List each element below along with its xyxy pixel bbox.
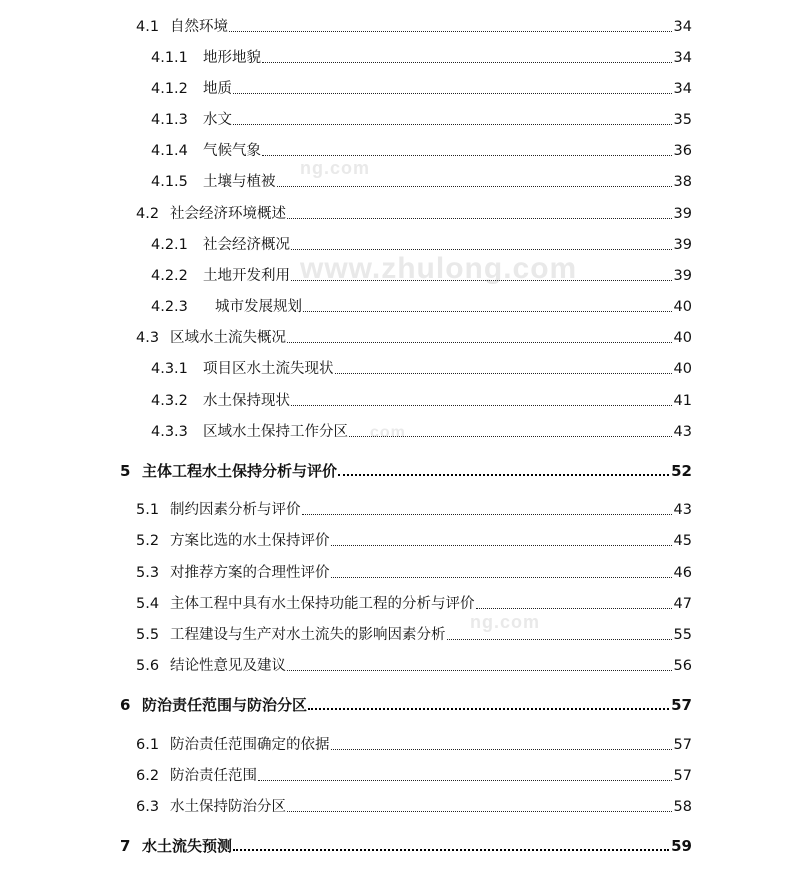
toc-entry[interactable] xyxy=(136,327,692,347)
toc-leader-dots xyxy=(233,124,672,125)
toc-entry[interactable] xyxy=(151,265,692,285)
toc-entry-page: 40 xyxy=(673,361,692,377)
toc-entry[interactable] xyxy=(151,171,692,191)
toc-leader-dots xyxy=(229,31,672,32)
toc-leader-dots xyxy=(287,218,672,219)
toc-entry-title: 方案比选的水土保持评价 xyxy=(170,533,330,549)
toc-leader-dots xyxy=(331,749,672,750)
toc-leader-dots xyxy=(277,186,672,187)
toc-leader-dots xyxy=(308,708,669,710)
toc-entry-page: 57 xyxy=(673,737,692,753)
toc-entry-number: 4.3.1 xyxy=(151,361,188,377)
toc-entry-number: 4.2.3 xyxy=(151,299,188,315)
toc-leader-dots xyxy=(349,436,672,437)
toc-entry-number: 4.1.4 xyxy=(151,143,188,159)
toc-entry-page: 35 xyxy=(673,112,692,128)
toc-entry-title: 地质 xyxy=(203,81,232,97)
toc-entry-title: 水土保持现状 xyxy=(203,393,290,409)
toc-entry[interactable] xyxy=(136,499,692,519)
toc-entry-page: 52 xyxy=(671,462,692,480)
toc-entry-title: 主体工程水土保持分析与评价 xyxy=(142,462,338,480)
toc-entry-number: 4.3.3 xyxy=(151,424,188,440)
toc-entry-title: 区域水土流失概况 xyxy=(170,330,286,346)
toc-entry-title: 区域水土保持工作分区 xyxy=(203,424,348,440)
toc-entry[interactable] xyxy=(151,140,692,160)
toc-leader-dots xyxy=(262,155,672,156)
toc-entry-title: 城市发展规划 xyxy=(215,299,302,315)
toc-entry-number: 6.2 xyxy=(136,768,160,784)
toc-entry[interactable] xyxy=(151,234,692,254)
toc-entry-title: 防治责任范围 xyxy=(170,768,257,784)
toc-entry[interactable] xyxy=(151,358,692,378)
toc-leader-dots xyxy=(331,545,672,546)
toc-entry-number: 4.1.2 xyxy=(151,81,188,97)
toc-entry-number: 7 xyxy=(120,837,131,855)
toc-entry-page: 38 xyxy=(673,174,692,190)
toc-entry[interactable] xyxy=(136,734,692,754)
toc-leader-dots xyxy=(291,280,672,281)
watermark: ng.com xyxy=(470,612,541,632)
toc-entry-title: 土地开发利用 xyxy=(203,268,290,284)
toc-entry-title: 结论性意见及建议 xyxy=(170,658,286,674)
toc-entry-page: 57 xyxy=(671,696,692,714)
toc-entry-number: 5.5 xyxy=(136,627,160,643)
watermark: www.zhulong.com xyxy=(300,252,578,285)
toc-entry-number: 4.1.3 xyxy=(151,112,188,128)
toc-entry-title: 防治责任范围确定的依据 xyxy=(170,737,330,753)
watermark: com xyxy=(370,424,406,441)
toc-leader-dots xyxy=(291,249,672,250)
toc-entry-page: 43 xyxy=(673,424,692,440)
toc-entry-number: 4.2 xyxy=(136,206,160,222)
toc-entry-number: 5.3 xyxy=(136,565,160,581)
toc-entry-page: 40 xyxy=(673,299,692,315)
toc-leader-dots xyxy=(302,514,672,515)
toc-entry-page: 39 xyxy=(673,237,692,253)
toc-entry-page: 34 xyxy=(673,19,692,35)
toc-entry-number: 4.2.2 xyxy=(151,268,188,284)
toc-entry-number: 5.1 xyxy=(136,502,160,518)
toc-entry[interactable] xyxy=(151,78,692,98)
toc-entry[interactable] xyxy=(136,624,692,644)
toc-entry-number: 5.4 xyxy=(136,596,160,612)
toc-leader-dots xyxy=(291,405,672,406)
toc-entry-number: 5.6 xyxy=(136,658,160,674)
toc-entry[interactable] xyxy=(136,530,692,550)
watermark: ng.com xyxy=(300,158,371,178)
toc-entry[interactable] xyxy=(136,655,692,675)
toc-entry-page: 47 xyxy=(673,596,692,612)
toc-entry-title: 地形地貌 xyxy=(203,50,261,66)
toc-entry-number: 6 xyxy=(120,696,131,714)
toc-entry[interactable] xyxy=(151,109,692,129)
toc-entry-title: 制约因素分析与评价 xyxy=(170,502,301,518)
toc-leader-dots xyxy=(258,780,672,781)
toc-entry-number: 5 xyxy=(120,462,131,480)
toc-leader-dots xyxy=(262,62,672,63)
toc-leader-dots xyxy=(335,373,672,374)
toc-entry-page: 41 xyxy=(673,393,692,409)
toc-entry-page: 39 xyxy=(673,206,692,222)
toc-entry-page: 45 xyxy=(673,533,692,549)
toc-entry-page: 36 xyxy=(673,143,692,159)
toc-entry-number: 4.1 xyxy=(136,19,160,35)
toc-entry-title: 土壤与植被 xyxy=(203,174,276,190)
toc-entry[interactable] xyxy=(136,203,692,223)
toc-entry-title: 项目区水土流失现状 xyxy=(203,361,334,377)
toc-entry-title: 社会经济环境概述 xyxy=(170,206,286,222)
toc-entry[interactable] xyxy=(136,562,692,582)
toc-entry-page: 58 xyxy=(673,799,692,815)
toc-entry-title: 水土保持防治分区 xyxy=(170,799,286,815)
toc-leader-dots xyxy=(233,93,672,94)
toc-entry-title: 水文 xyxy=(203,112,232,128)
toc-entry-page: 39 xyxy=(673,268,692,284)
toc-leader-dots xyxy=(331,577,672,578)
toc-entry-page: 34 xyxy=(673,81,692,97)
toc-entry[interactable] xyxy=(151,421,692,441)
toc-chapter[interactable] xyxy=(120,460,692,480)
toc-entry-number: 4.1.1 xyxy=(151,50,188,66)
toc-leader-dots xyxy=(476,608,672,609)
toc-entry-number: 4.3.2 xyxy=(151,393,188,409)
toc-entry-page: 59 xyxy=(671,837,692,855)
toc-entry-number: 4.3 xyxy=(136,330,160,346)
toc-entry-title: 对推荐方案的合理性评价 xyxy=(170,565,330,581)
toc-chapter[interactable] xyxy=(120,835,692,855)
toc-entry-title: 防治责任范围与防治分区 xyxy=(142,696,308,714)
toc-leader-dots xyxy=(287,342,672,343)
toc-leader-dots xyxy=(287,811,672,812)
toc-leader-dots xyxy=(338,474,669,476)
toc-entry-title: 社会经济概况 xyxy=(203,237,290,253)
toc-entry-title: 自然环境 xyxy=(170,19,228,35)
toc-entry-page: 34 xyxy=(673,50,692,66)
toc-entry-title: 水土流失预测 xyxy=(142,837,233,855)
toc-entry[interactable] xyxy=(136,796,692,816)
toc-entry-page: 46 xyxy=(673,565,692,581)
toc-entry-title: 主体工程中具有水土保持功能工程的分析与评价 xyxy=(170,596,475,612)
toc-entry[interactable] xyxy=(136,16,692,36)
toc-entry-page: 40 xyxy=(673,330,692,346)
toc-entry[interactable] xyxy=(151,47,692,67)
toc-entry-number: 4.2.1 xyxy=(151,237,188,253)
toc-entry-page: 57 xyxy=(673,768,692,784)
toc-entry-page: 56 xyxy=(673,658,692,674)
toc-entry-title: 气候气象 xyxy=(203,143,261,159)
toc-entry-number: 6.3 xyxy=(136,799,160,815)
toc-entry[interactable] xyxy=(151,296,692,316)
toc-entry[interactable] xyxy=(136,765,692,785)
toc-entry-number: 5.2 xyxy=(136,533,160,549)
toc-leader-dots xyxy=(447,639,672,640)
toc-entry-page: 55 xyxy=(673,627,692,643)
toc-entry[interactable] xyxy=(151,390,692,410)
toc-leader-dots xyxy=(287,670,672,671)
toc-leader-dots xyxy=(303,311,672,312)
toc-leader-dots xyxy=(233,849,669,851)
toc-entry[interactable] xyxy=(136,593,692,613)
toc-entry-number: 4.1.5 xyxy=(151,174,188,190)
toc-entry-number: 6.1 xyxy=(136,737,160,753)
toc-entry-page: 43 xyxy=(673,502,692,518)
toc-chapter[interactable] xyxy=(120,694,692,714)
toc-entry-title: 工程建设与生产对水土流失的影响因素分析 xyxy=(170,627,446,643)
